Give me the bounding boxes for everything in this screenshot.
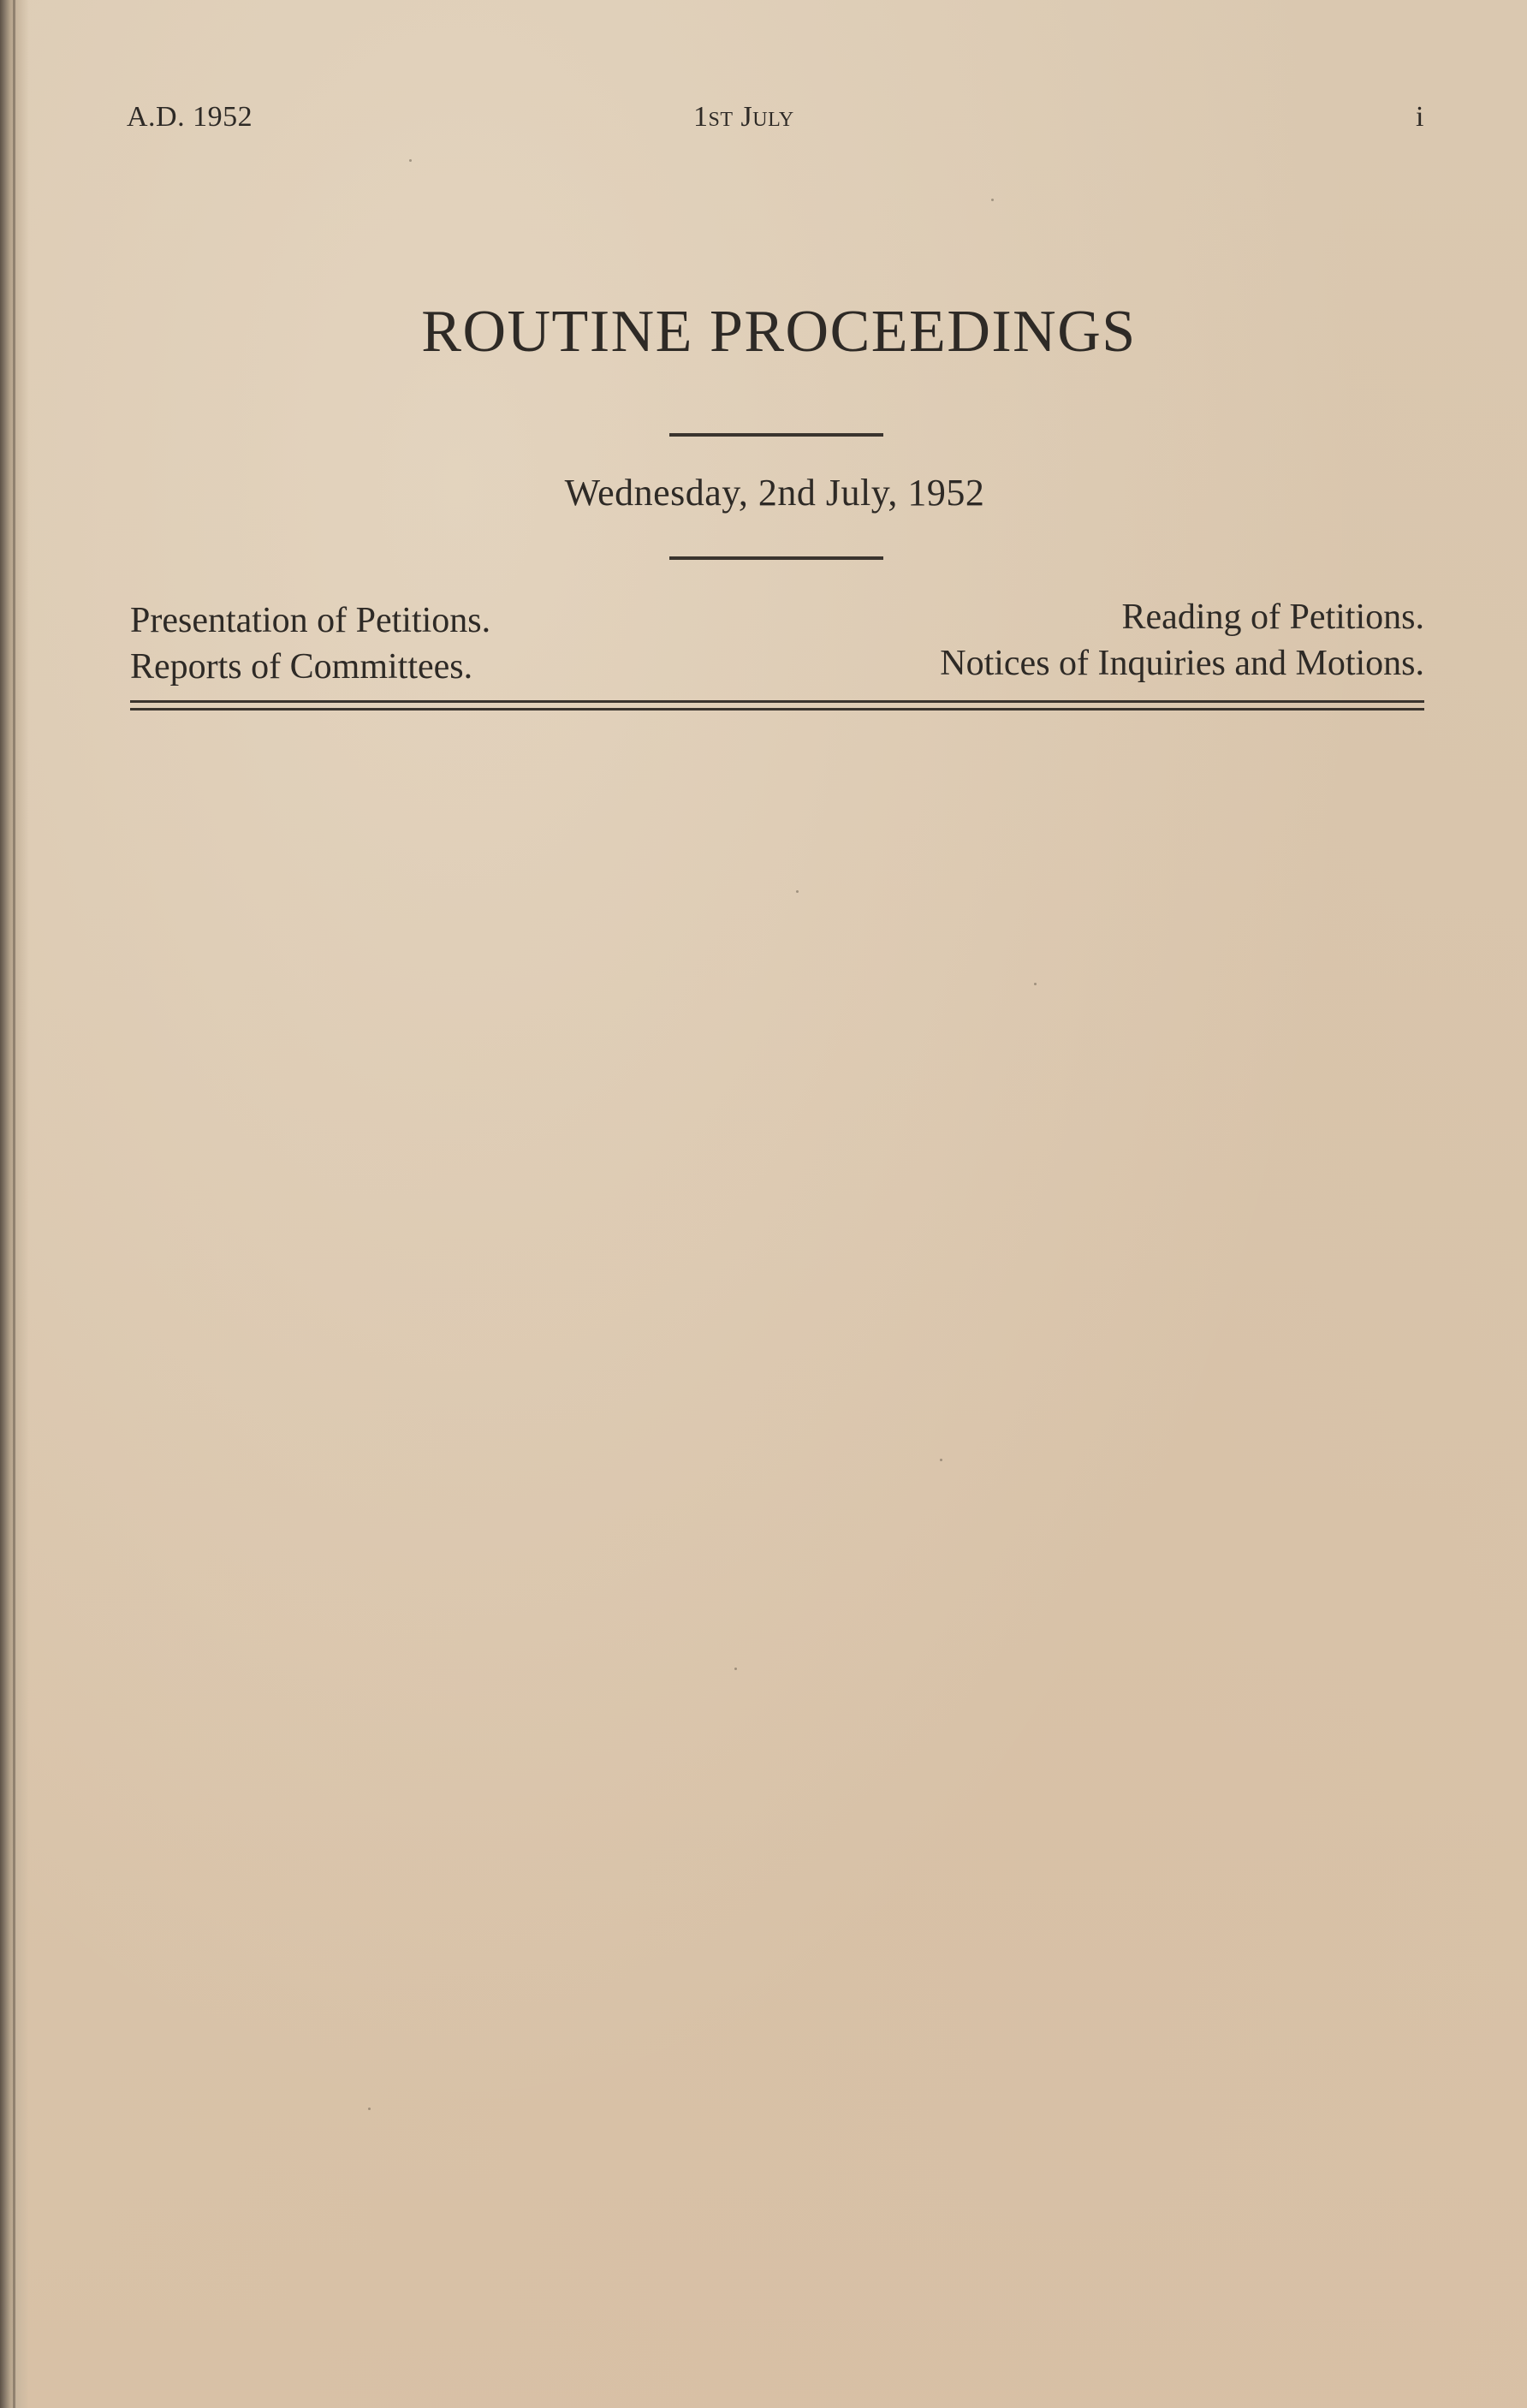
section-double-rule	[130, 700, 1424, 711]
contents-right-column	[940, 594, 1424, 687]
paper-speck	[368, 2108, 371, 2110]
contents-left-column	[130, 598, 490, 690]
paper-speck	[409, 159, 412, 162]
contents-item: Reading of Petitions.	[1121, 598, 1424, 637]
paper-speck	[1034, 983, 1037, 985]
running-head	[127, 101, 1424, 139]
paper-speck	[796, 890, 799, 893]
paper-speck	[991, 199, 994, 201]
session-date: Wednesday, 2nd July, 1952	[564, 472, 985, 514]
page-title: ROUTINE PROCEEDINGS	[421, 299, 1137, 365]
paper-speck	[734, 1668, 737, 1670]
paper-speck	[940, 1459, 942, 1461]
contents-item: Presentation of Petitions.	[130, 601, 491, 640]
contents-item: Reports of Committees.	[130, 647, 473, 687]
page-number: i	[1416, 101, 1424, 133]
title-rule	[669, 433, 883, 437]
date-rule	[669, 556, 883, 560]
running-head-date: 1st July	[693, 101, 794, 133]
contents-item: Notices of Inquiries and Motions.	[940, 644, 1424, 683]
running-head-year: A.D. 1952	[127, 101, 253, 133]
